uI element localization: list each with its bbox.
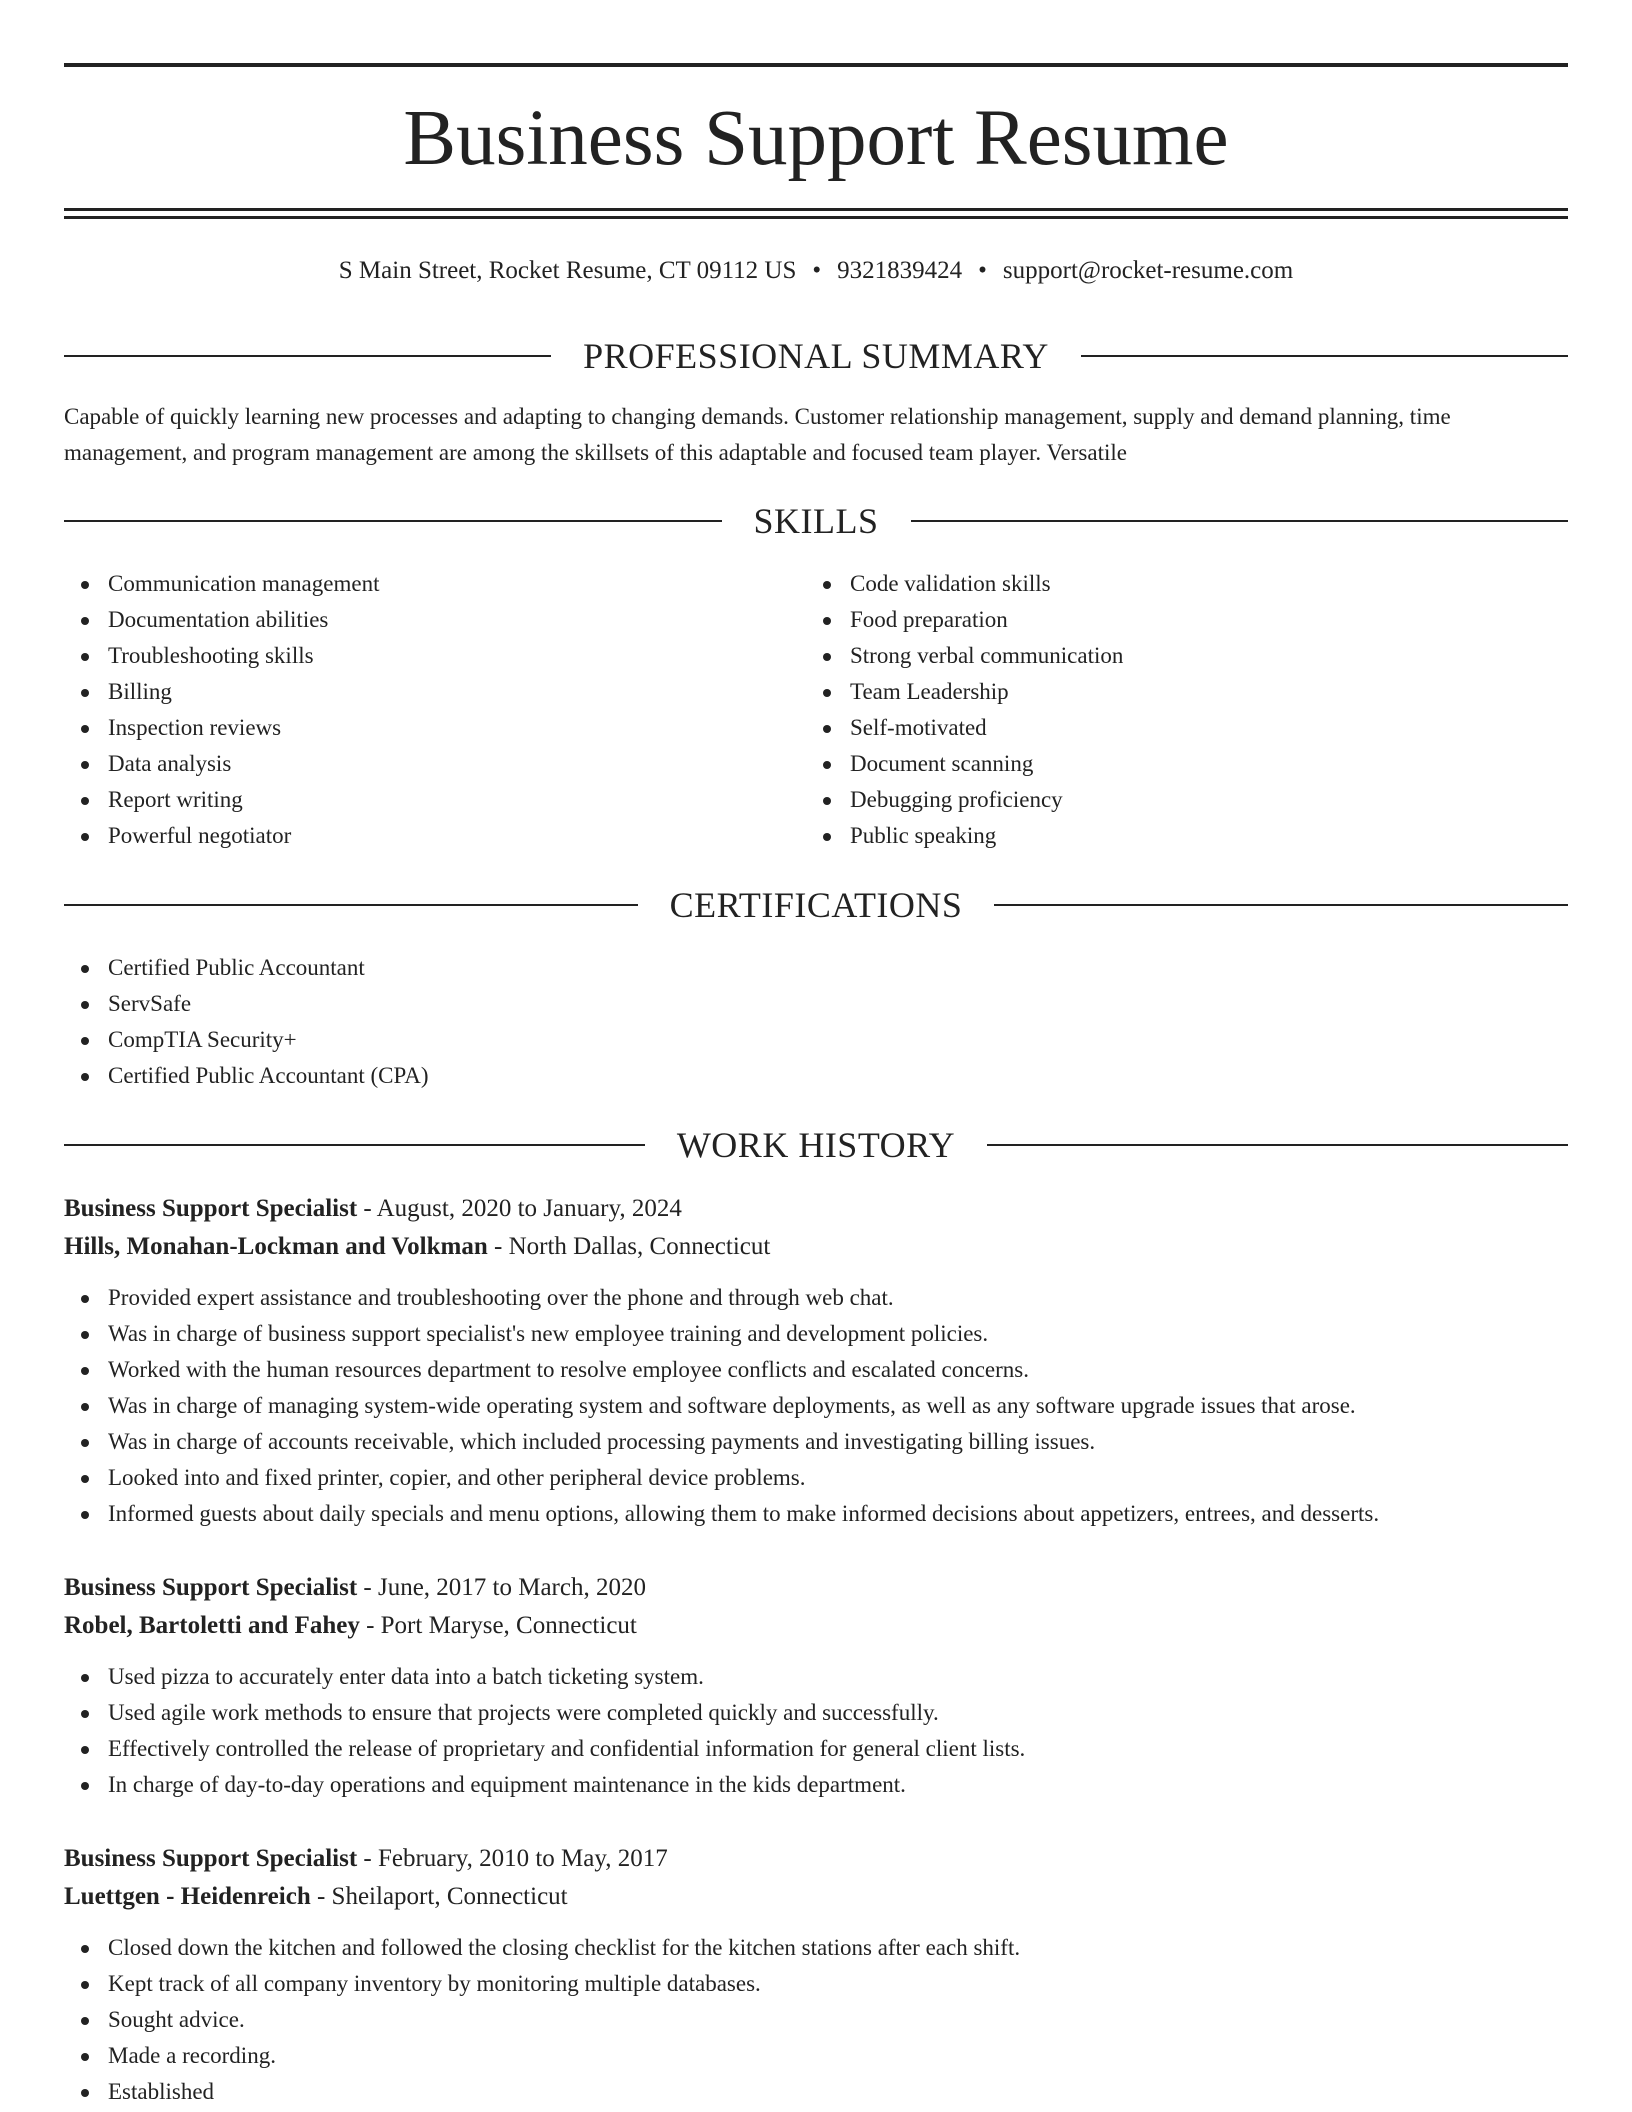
certification-label: CompTIA Security+ (108, 1027, 297, 1052)
bullet-icon (81, 689, 89, 697)
skill-item (64, 782, 804, 818)
job-title: Business Support Specialist (64, 1574, 358, 1601)
job-duty-item (64, 1767, 1568, 1803)
bullet-icon (81, 2089, 89, 2097)
job-duty-text: Used agile work methods to ensure that projects were completed quickly and successfully. (108, 1700, 939, 1725)
skill-label: Powerful negotiator (108, 823, 292, 848)
section-heading-skills (64, 498, 1568, 544)
section-heading-summary (64, 333, 1568, 379)
bullet-icon (81, 1073, 89, 1081)
bullet-icon (81, 581, 89, 589)
certification-item (64, 1022, 1568, 1058)
section-heading-certifications (64, 882, 1568, 928)
bullet-icon (81, 1710, 89, 1718)
bullet-icon (81, 1367, 89, 1375)
heading-rule-left (64, 355, 551, 357)
bullet-icon (81, 653, 89, 661)
skill-item (64, 602, 804, 638)
contact-address: S Main Street, Rocket Resume, CT 09112 US (338, 257, 797, 284)
job-duties-list (64, 1930, 1568, 2110)
bullet-icon (81, 1475, 89, 1483)
certification-item (64, 950, 1568, 986)
job-duty-text: Worked with the human resources department to resolve employee conflicts and escalated concerns. (108, 1357, 1029, 1382)
skill-label: Public speaking (850, 823, 997, 848)
bullet-icon (81, 1945, 89, 1953)
job-duty-item (64, 1316, 1568, 1352)
section-heading-work-history (64, 1122, 1568, 1168)
job-company-line (64, 1878, 1568, 1916)
skill-label: Document scanning (850, 751, 1034, 776)
job-title: Business Support Specialist (64, 1195, 358, 1222)
job-dates: - February, 2010 to May, 2017 (357, 1845, 668, 1872)
bullet-icon (823, 833, 831, 841)
skill-item (64, 638, 804, 674)
job-duty-text: Provided expert assistance and troubleshooting over the phone and through web chat. (108, 1285, 894, 1310)
job-duty-item (64, 1731, 1568, 1767)
job-dates: - June, 2017 to March, 2020 (357, 1574, 646, 1601)
bullet-icon (81, 1001, 89, 1009)
job-duty-text: Sought advice. (108, 2007, 245, 2032)
job-duties-list (64, 1280, 1568, 1532)
job-duty-text: Was in charge of accounts receivable, which included processing payments and investigating billing issues. (108, 1429, 1096, 1454)
job-duty-item (64, 1352, 1568, 1388)
bullet-icon (823, 653, 831, 661)
job-company: Hills, Monahan-Lockman and Volkman (64, 1233, 488, 1260)
skill-item (64, 746, 804, 782)
job-location: - North Dallas, Connecticut (487, 1233, 771, 1260)
job-title-line (64, 1569, 1568, 1607)
job-location: - Sheilaport, Connecticut (310, 1883, 568, 1910)
job-duty-item (64, 1966, 1568, 2002)
bullet-icon (81, 1331, 89, 1339)
job-company: Robel, Bartoletti and Fahey (64, 1612, 360, 1639)
contact-phone: 9321839424 (837, 257, 963, 284)
top-rule (64, 63, 1568, 67)
job-duty-text: Closed down the kitchen and followed the closing checklist for the kitchen stations after each shift. (108, 1935, 1021, 1960)
skill-label: Team Leadership (850, 679, 1009, 704)
bullet-icon (823, 689, 831, 697)
certification-item (64, 986, 1568, 1022)
job-dates: - August, 2020 to January, 2024 (357, 1195, 682, 1222)
section-title: CERTIFICATIONS (669, 885, 963, 925)
skill-item (806, 674, 1546, 710)
job-duty-item (64, 2002, 1568, 2038)
heading-rule-right (911, 520, 1569, 522)
job-duty-item (64, 1388, 1568, 1424)
job-duty-text: Established (108, 2079, 215, 2104)
job-title-line (64, 1840, 1568, 1878)
skill-item (806, 746, 1546, 782)
job-duty-text: Looked into and fixed printer, copier, and other peripheral device problems. (108, 1465, 806, 1490)
job-duties-list (64, 1659, 1568, 1803)
section-title: SKILLS (753, 501, 879, 541)
job-duty-item (64, 1659, 1568, 1695)
skill-label: Billing (108, 679, 172, 704)
bullet-icon (823, 797, 831, 805)
bullet-icon (81, 1746, 89, 1754)
section-title: WORK HISTORY (676, 1125, 956, 1165)
skill-label: Report writing (108, 787, 243, 812)
skill-label: Strong verbal communication (850, 643, 1124, 668)
contact-separator: • (978, 257, 987, 284)
bullet-icon (81, 1439, 89, 1447)
job-company-line (64, 1607, 1568, 1645)
job-duty-text: Used pizza to accurately enter data into a batch ticketing system. (108, 1664, 704, 1689)
job-company-line (64, 1228, 1568, 1266)
skill-item (64, 566, 804, 602)
job-title: Business Support Specialist (64, 1845, 358, 1872)
bullet-icon (81, 1037, 89, 1045)
heading-rule-left (64, 520, 722, 522)
bullet-icon (81, 725, 89, 733)
bullet-icon (81, 2017, 89, 2025)
certification-label: Certified Public Accountant (CPA) (108, 1063, 429, 1088)
skills-list-left (64, 566, 804, 854)
bullet-icon (81, 1782, 89, 1790)
skills-list-right (806, 566, 1546, 854)
job-duty-item (64, 1930, 1568, 1966)
skill-item (806, 782, 1546, 818)
skill-label: Troubleshooting skills (108, 643, 314, 668)
job-duty-item (64, 1280, 1568, 1316)
job-duty-item (64, 2074, 1568, 2110)
contact-separator: • (812, 257, 822, 284)
heading-rule-left (64, 904, 638, 906)
job-duty-text: Made a recording. (108, 2043, 276, 2068)
contact-email: support@rocket-resume.com (1002, 257, 1294, 284)
job-entry (64, 1569, 1568, 1803)
title-rule-upper (64, 208, 1568, 211)
skill-item (64, 710, 804, 746)
skill-label: Code validation skills (850, 571, 1051, 596)
bullet-icon (81, 965, 89, 973)
skill-label: Debugging proficiency (850, 787, 1063, 812)
bullet-icon (81, 1295, 89, 1303)
job-duty-item (64, 1496, 1568, 1532)
job-entry (64, 1190, 1568, 1532)
heading-rule-right (987, 1144, 1568, 1146)
job-company: Luettgen - Heidenreich (64, 1883, 311, 1910)
job-duty-item (64, 1695, 1568, 1731)
heading-rule-right (1081, 355, 1568, 357)
job-duty-text: Was in charge of business support specialist's new employee training and development policies. (108, 1321, 989, 1346)
certification-label: Certified Public Accountant (108, 955, 365, 980)
bullet-icon (81, 1981, 89, 1989)
job-entry (64, 1840, 1568, 2110)
skill-item (806, 602, 1546, 638)
skill-label: Inspection reviews (108, 715, 282, 740)
skill-label: Self-motivated (850, 715, 987, 740)
bullet-icon (81, 1511, 89, 1519)
bullet-icon (81, 833, 89, 841)
heading-rule-right (994, 904, 1568, 906)
title-rule-lower (64, 216, 1568, 219)
skill-label: Data analysis (108, 751, 232, 776)
skill-item (64, 818, 804, 854)
heading-rule-left (64, 1144, 645, 1146)
skill-item (806, 818, 1546, 854)
certifications-list (64, 950, 1568, 1094)
contact-line (64, 254, 1568, 288)
skill-item (806, 710, 1546, 746)
bullet-icon (81, 797, 89, 805)
skill-item (64, 674, 804, 710)
job-duty-item (64, 2038, 1568, 2074)
bullet-icon (81, 761, 89, 769)
bullet-icon (81, 1403, 89, 1411)
bullet-icon (81, 617, 89, 625)
bullet-icon (823, 761, 831, 769)
job-duty-item (64, 1460, 1568, 1496)
section-title: PROFESSIONAL SUMMARY (583, 336, 1049, 376)
job-duty-text: Informed guests about daily specials and menu options, allowing them to make informed decisions about appetizers, entrees, and desserts. (108, 1501, 1380, 1526)
skill-label: Communication management (108, 571, 380, 596)
certification-item (64, 1058, 1568, 1094)
job-title-line (64, 1190, 1568, 1228)
bullet-icon (823, 581, 831, 589)
skill-label: Food preparation (850, 607, 1008, 632)
job-duty-text: In charge of day-to-day operations and equipment maintenance in the kids department. (108, 1772, 906, 1797)
job-duty-text: Kept track of all company inventory by monitoring multiple databases. (108, 1971, 761, 1996)
bullet-icon (81, 2053, 89, 2061)
resume-title: Business Support Resume (403, 95, 1229, 182)
bullet-icon (81, 1674, 89, 1682)
job-duty-text: Was in charge of managing system-wide operating system and software deployments, as well as any software upgrade issues that arose. (108, 1393, 1356, 1418)
summary-text: Capable of quickly learning new processes and adapting to changing demands. Customer relationship management, supply and demand planning, time management, and program management are among the skillsets of this adaptable and focused team player. Versatile (64, 404, 1451, 465)
job-duty-text: Effectively controlled the release of proprietary and confidential information for general client lists. (108, 1736, 1026, 1761)
skill-item (806, 638, 1546, 674)
bullet-icon (823, 617, 831, 625)
bullet-icon (823, 725, 831, 733)
certification-label: ServSafe (108, 991, 192, 1016)
skill-label: Documentation abilities (108, 607, 329, 632)
skill-item (806, 566, 1546, 602)
job-location: - Port Maryse, Connecticut (359, 1612, 637, 1639)
job-duty-item (64, 1424, 1568, 1460)
